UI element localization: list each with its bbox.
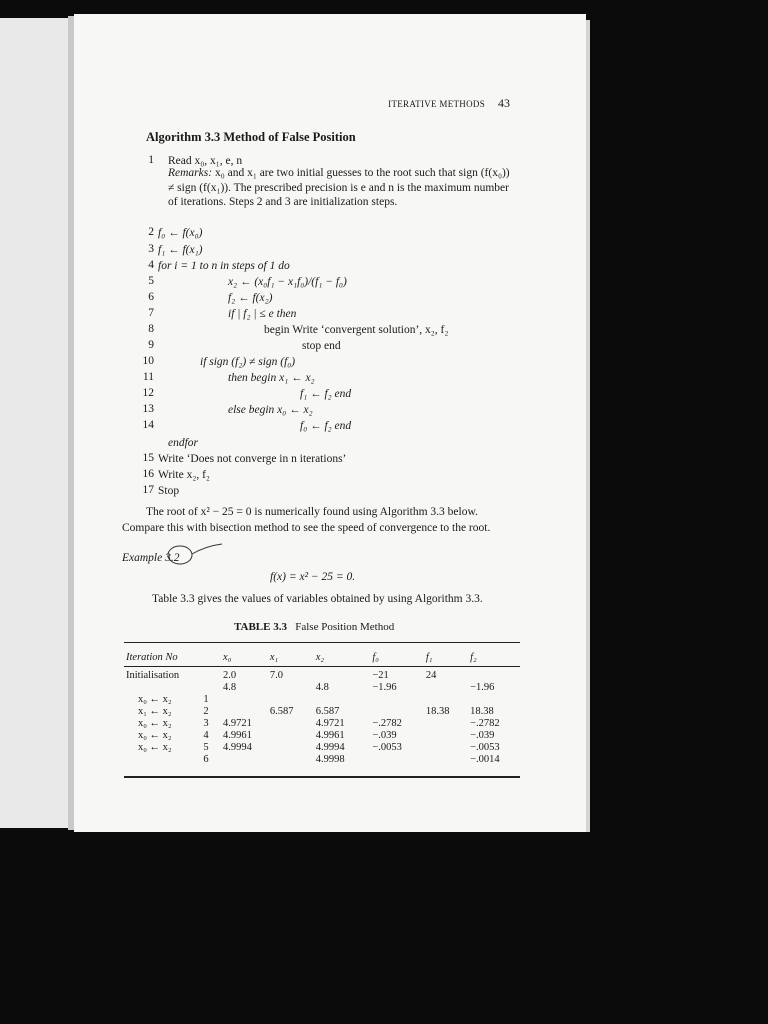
table-row (124, 742, 520, 754)
line-number: 17 (142, 484, 154, 496)
handwritten-circle-mark (166, 542, 226, 568)
table-cell: 4.9961 (315, 730, 345, 741)
table-cell: 4.9994 (223, 742, 252, 753)
table-cell: 2 (203, 706, 209, 717)
running-head: ITERATIVE METHODS (388, 99, 485, 109)
table-cell (124, 754, 201, 766)
table-cell (268, 754, 314, 766)
page-number: 43 (498, 96, 510, 110)
left-page-edge (0, 18, 72, 828)
line-number: 4 (148, 259, 154, 271)
table-row (124, 730, 520, 742)
column-header: Iteration No (126, 651, 178, 663)
algorithm-line: else begin x₀ ← x₂ (228, 404, 313, 416)
table-cell: −.039 (372, 730, 397, 741)
column-header: x₁ (269, 651, 279, 663)
table-cell (314, 694, 371, 706)
table-cell (221, 694, 268, 706)
table-intro: Table 3.3 gives the values of variables obtained by using Algorithm 3.3. (152, 593, 483, 605)
table-cell: 4.9721 (223, 718, 252, 729)
algorithm-title: Algorithm 3.3 Method of False Position (146, 130, 356, 144)
table-cell: −1.96 (372, 682, 397, 693)
table-cell (468, 666, 520, 682)
table-cell: 4.8 (315, 682, 329, 693)
remarks (168, 166, 514, 210)
algorithm-line: endfor (168, 437, 199, 449)
algorithm-line: if sign (f₂) ≠ sign (f₀) (200, 356, 296, 368)
table-cell: 4.9998 (315, 754, 345, 765)
table-cell: x₀ ← x₂ (138, 694, 172, 705)
line-number: 1 (148, 154, 154, 166)
table-header-rule (124, 666, 520, 667)
page-header (388, 96, 510, 111)
table-row (124, 694, 520, 706)
table-row (124, 706, 520, 718)
table-cell: −.0053 (372, 742, 402, 753)
table-cell (268, 730, 314, 742)
column-header (201, 648, 221, 666)
line-number: 7 (148, 307, 154, 319)
table-cell: 4.9721 (315, 718, 345, 729)
table-cell (424, 754, 468, 766)
table-cell (124, 682, 201, 694)
algorithm-line: Write x₂, f₂ (158, 469, 210, 481)
line-number: 6 (148, 291, 154, 303)
line-number: 2 (148, 226, 154, 238)
table-cell: −1.96 (470, 682, 495, 693)
table-cell: 6.587 (315, 706, 340, 717)
algorithm-line: f₁ ← f(x₁) (158, 244, 203, 256)
table-cell (221, 754, 268, 766)
table-cell: 6.587 (269, 706, 294, 717)
column-header: x₀ (223, 651, 232, 663)
table-cell: −.2782 (372, 718, 402, 729)
equation: f(x) = x² − 25 = 0. (270, 571, 356, 583)
table-row (124, 666, 520, 682)
table-cell (370, 694, 423, 706)
line-number: 12 (142, 387, 154, 399)
column-header: x₂ (315, 651, 325, 663)
remarks-text: x₀ and x₁ are two initial guesses to the root such that sign (f(x₀)) ≠ sign (f(x₁)). The prescribed precision is e and n is the maximum number of iterations. Steps 2 and 3 are initialization steps. (168, 167, 510, 208)
table-bottom-rule (124, 776, 520, 778)
table-cell: −.039 (470, 730, 495, 741)
remarks-label: Remarks: (168, 167, 213, 179)
algorithm-line: Stop (158, 485, 180, 497)
table-header-row (124, 648, 520, 666)
line-number: 11 (142, 371, 154, 383)
table-cell: 18.38 (425, 706, 450, 717)
algorithm-line: f₁ ← f₂ end (300, 388, 352, 400)
table-cell (201, 666, 221, 682)
table-cell: 4.9994 (315, 742, 345, 753)
table-cell (424, 730, 468, 742)
column-header: f₀ (372, 651, 379, 663)
algorithm-line: then begin x₁ ← x₂ (228, 372, 315, 384)
table-cell (221, 706, 268, 718)
table-cell: 18.38 (470, 706, 494, 717)
algorithm-line: begin Write ‘convergent solution’, x₂, f₂ (264, 324, 449, 336)
table-cell (314, 666, 371, 682)
table-cell: x₀ ← x₂ (138, 742, 172, 753)
table-cell: −.2782 (470, 718, 500, 729)
table-cell (201, 682, 221, 694)
table-cell: 4.8 (223, 682, 237, 693)
book-page (74, 14, 586, 832)
table-cell (370, 754, 423, 766)
table-cell: 24 (425, 670, 437, 681)
example-label: Example 3.2 (122, 552, 180, 564)
algorithm-line: stop end (302, 340, 341, 352)
table-cell (268, 694, 314, 706)
algorithm-line: f₂ ← f(x₂) (228, 292, 273, 304)
line-number: 3 (148, 243, 154, 255)
table-cell: 4 (203, 730, 209, 741)
body-paragraph: The root of x² − 25 = 0 is numerically found using Algorithm 3.3 below. Compare this with bisection method to see the speed of convergence to the root. (122, 506, 491, 534)
line-number: 5 (148, 275, 154, 287)
algorithm-line: if | f₂ | ≤ e then (228, 308, 297, 320)
line-number: 10 (142, 355, 154, 367)
table-top-rule (124, 642, 520, 643)
table-cell: 5 (203, 742, 209, 753)
algorithm-line: Write ‘Does not converge in n iterations’ (158, 453, 347, 465)
table-cell (370, 706, 423, 718)
table-cell (468, 694, 520, 706)
line-number: 15 (142, 452, 154, 464)
table-row (124, 718, 520, 730)
algorithm-line: f₀ ← f(x₀) (158, 227, 203, 239)
table-cell (424, 682, 468, 694)
table-cell: −.0053 (470, 742, 500, 753)
table-cell (268, 742, 314, 754)
table-cell: −.0014 (470, 754, 500, 765)
line-number: 13 (142, 403, 154, 415)
column-header: f₁ (425, 651, 433, 663)
table-cell: x₀ ← x₂ (138, 730, 172, 741)
table-number: TABLE 3.3 (234, 621, 287, 633)
table-subtitle: False Position Method (295, 621, 395, 633)
algorithm-line: Read x₀, x₁, e, n (168, 155, 243, 167)
table-cell: 1 (203, 694, 209, 705)
line-number: 8 (148, 323, 154, 335)
table-title (234, 621, 394, 633)
line-number: 14 (142, 419, 154, 431)
table-cell (424, 718, 468, 730)
line-number: 16 (142, 468, 154, 480)
algorithm-line: f₀ ← f₂ end (300, 420, 352, 432)
table-cell: 4.9961 (223, 730, 252, 741)
table-cell: 6 (203, 754, 209, 765)
algorithm-line: x₂ ← (x₀f₁ − x₁f₀)/(f₁ − f₀) (228, 276, 347, 288)
table-cell: x₁ ← x₂ (138, 706, 172, 717)
table-cell (268, 682, 314, 694)
table-row (124, 754, 520, 766)
line-number: 9 (148, 339, 154, 351)
table-cell: x₀ ← x₂ (138, 718, 172, 729)
table-cell: 3 (203, 718, 209, 729)
table-cell: Initialisation (126, 670, 180, 681)
table-cell: −21 (372, 670, 389, 681)
table-cell: 2.0 (223, 670, 237, 681)
table-cell: 7.0 (269, 670, 283, 681)
algorithm-line: for i = 1 to n in steps of 1 do (158, 260, 290, 272)
table-row (124, 682, 520, 694)
table-cell (268, 718, 314, 730)
table-cell (424, 742, 468, 754)
table-cell (424, 694, 468, 706)
column-header: f₂ (470, 651, 477, 663)
